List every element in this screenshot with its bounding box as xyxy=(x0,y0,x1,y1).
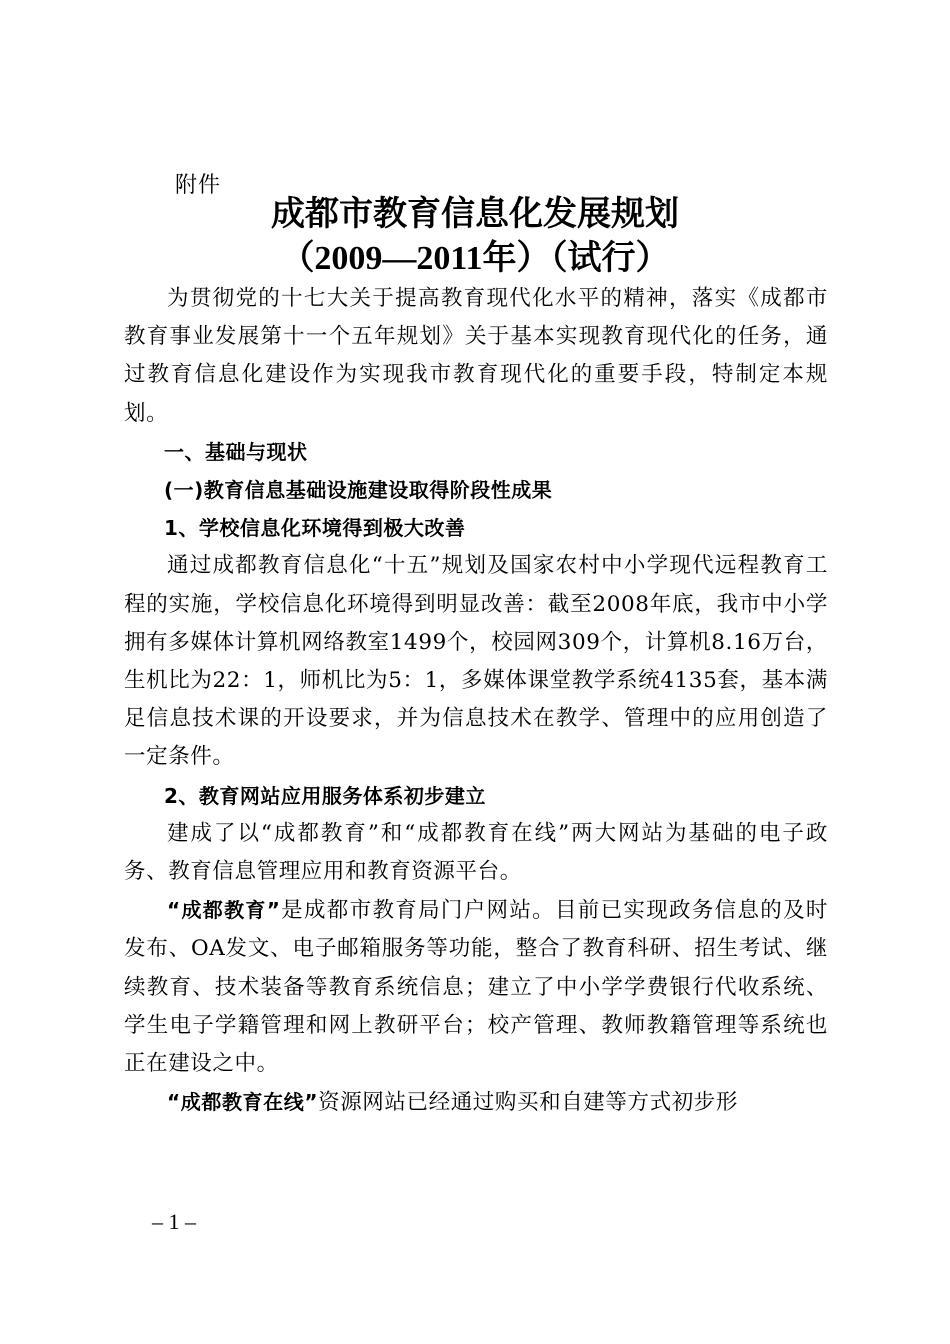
cdedu-lead: “成都教育” xyxy=(167,898,281,923)
item-paragraph-2: 建成了以“成都教育”和“成都教育在线”两大网站为基础的电子政务、教育信息管理应用和教育资源平台。 xyxy=(124,820,828,885)
attachment-label: 附件 xyxy=(175,173,222,198)
item-heading-2: 2、教育网站应用服务体系初步建立 xyxy=(164,783,486,808)
document-title: 成都市教育信息化发展规划 xyxy=(271,196,679,233)
online-paragraph xyxy=(124,1083,828,1122)
document-title-period: （2009—2011年）（试行） xyxy=(280,240,670,277)
body-text xyxy=(124,280,828,1122)
cdedu-body: 是成都市教育局门户网站。目前已实现政务信息的及时发布、OA发文、电子邮箱服务等功能，整合了教育科研、招生考试、继续教育、技术装备等教育系统信息；建立了中小学学费银行代收系统、学生电子学籍管理和网上教研平台；校产管理、教师教籍管理等系统也正在建设之中。 xyxy=(124,898,829,1077)
cdedu-paragraph xyxy=(124,891,828,1083)
page-number: – 1 – xyxy=(152,1209,196,1234)
item-heading-1: 1、学校信息化环境得到极大改善 xyxy=(164,516,466,541)
section-heading: 一、基础与现状 xyxy=(164,439,308,464)
online-body: 资源网站已经通过购买和自建等方式初步形 xyxy=(318,1090,738,1116)
item-paragraph-1: 通过成都教育信息化“十五”规划及国家农村中小学现代远程教育工程的实施，学校信息化环境得到明显改善：截至2008年底，我市中小学拥有多媒体计算机网络教室1499个，校园网309个，计算机8.16万台，生机比为22：1，师机比为5：1，多媒体课堂教学系统4135套，基本满足信息技术课的开设要求，并为信息技术在教学、管理中的应用创造了一定条件。 xyxy=(124,553,828,770)
intro-paragraph: 为贯彻党的十七大关于提高教育现代化水平的精神，落实《成都市教育事业发展第十一个五年规划》关于基本实现教育现代化的任务，通过教育信息化建设作为实现我市教育现代化的重要手段，特制定本规划。 xyxy=(124,286,828,426)
subsection-heading: (一)教育信息基础设施建设取得阶段性成果 xyxy=(164,478,553,503)
online-lead: “成都教育在线” xyxy=(167,1090,319,1115)
